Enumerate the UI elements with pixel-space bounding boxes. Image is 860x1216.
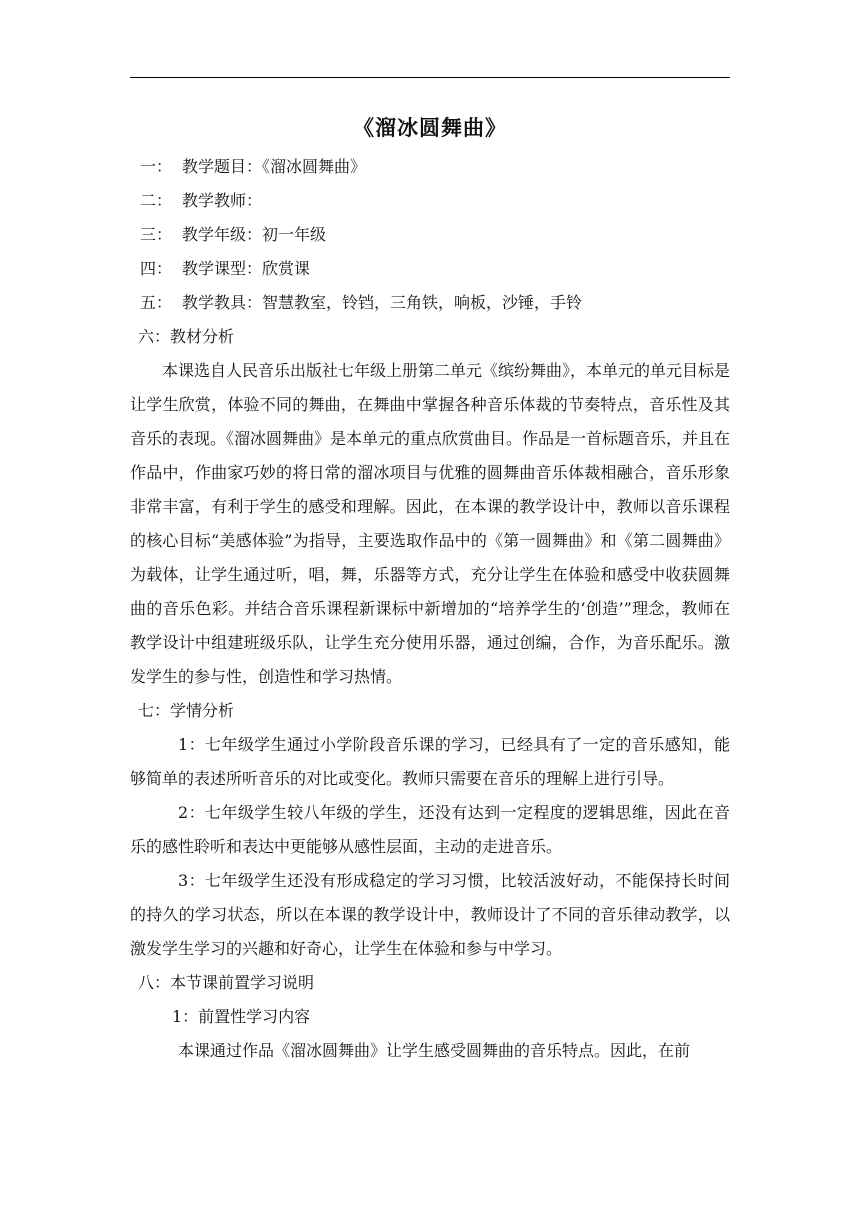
item-text: 教学年级：初一年级 bbox=[182, 225, 327, 244]
pre-learning-paragraph: 本课通过作品《溜冰圆舞曲》让学生感受圆舞曲的音乐特点。因此，在前 bbox=[178, 1041, 691, 1060]
document-title: 《溜冰圆舞曲》 bbox=[353, 116, 507, 140]
item-number: 二： bbox=[140, 191, 173, 210]
info-item-lesson-type bbox=[130, 252, 730, 286]
section-heading-student-analysis: 七：学情分析 bbox=[138, 701, 235, 720]
item-text: 教学题目：《溜冰圆舞曲》 bbox=[182, 157, 367, 176]
item-number: 五： bbox=[140, 293, 173, 312]
document-body bbox=[130, 150, 730, 1068]
student-analysis-point-1: 1：七年级学生通过小学阶段音乐课的学习，已经具有了一定的音乐感知，能够简单的表述所听音乐的对比或变化。教师只需要在音乐的理解上进行引导。 bbox=[130, 735, 730, 788]
item-text: 教学教师： bbox=[182, 191, 263, 210]
material-analysis-paragraph: 本课选自人民音乐出版社七年级上册第二单元《缤纷舞曲》，本单元的单元目标是让学生欣赏，体验不同的舞曲，在舞曲中掌握各种音乐体裁的节奏特点，音乐性及其音乐的表现。《溜冰圆舞曲》是本单元的重点欣赏曲目。作品是一首标题音乐，并且在作品中，作曲家巧妙的将日常的溜冰项目与优雅的圆舞曲音乐体裁相融合，音乐形象非常丰富，有利于学生的感受和理解。因此，在本课的教学设计中，教师以音乐课程的核心目标“美感体验”为指导，主要选取作品中的《第一圆舞曲》和《第二圆舞曲》为载体，让学生通过听，唱，舞，乐器等方式，充分让学生在体验和感受中收获圆舞曲的音乐色彩。并结合音乐课程新课标中新增加的“培养学生的‘创造’”理念，教师在教学设计中组建班级乐队，让学生充分使用乐器，通过创编，合作，为音乐配乐。激发学生的参与性，创造性和学习热情。 bbox=[130, 361, 731, 686]
header-rule bbox=[130, 77, 730, 78]
info-item-teacher bbox=[130, 184, 730, 218]
item-number: 三： bbox=[140, 225, 173, 244]
student-analysis-point-2: 2：七年级学生较八年级的学生，还没有达到一定程度的逻辑思维，因此在音乐的感性聆听和表达中更能够从感性层面，主动的走进音乐。 bbox=[130, 803, 730, 856]
item-text: 教学课型：欣赏课 bbox=[182, 259, 311, 278]
student-analysis-point-3: 3：七年级学生还没有形成稳定的学习习惯，比较活波好动，不能保持长时间的持久的学习状态，所以在本课的教学设计中，教师设计了不同的音乐律动教学，以激发学生学习的兴趣和好奇心，让学生在体验和参与中学习。 bbox=[130, 871, 730, 958]
pre-learning-subheading: 1：前置性学习内容 bbox=[172, 1007, 311, 1026]
section-heading-material-analysis: 六：教材分析 bbox=[138, 327, 235, 346]
info-item-grade bbox=[130, 218, 730, 252]
section-heading-pre-learning: 八：本节课前置学习说明 bbox=[138, 973, 315, 992]
item-text: 教学教具：智慧教室，铃铛，三角铁，响板，沙锤，手铃 bbox=[182, 293, 583, 312]
info-item-teaching-aids bbox=[130, 286, 730, 320]
info-item-topic bbox=[130, 150, 730, 184]
item-number: 一： bbox=[140, 157, 173, 176]
item-number: 四： bbox=[140, 259, 173, 278]
